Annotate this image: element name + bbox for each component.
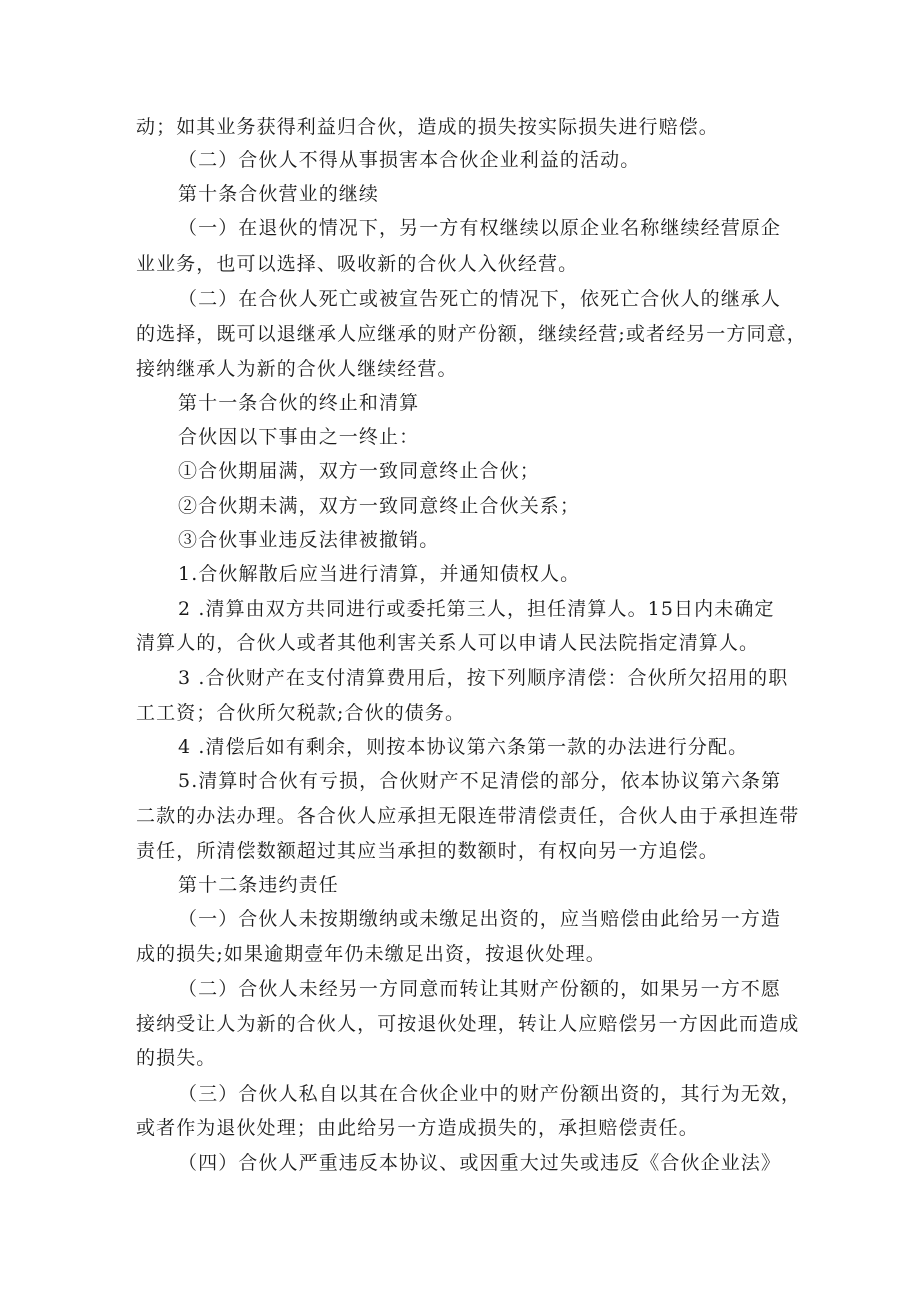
list-item: ①合伙期届满，双方一致同意终止合伙； (178, 460, 540, 482)
paragraph-line: （二）在合伙人死亡或被宣告死亡的情况下，依死亡合伙人的继承人 (178, 288, 782, 310)
paragraph-line: 或者作为退伙处理；由此给另一方造成损失的，承担赔偿责任。 (136, 1117, 699, 1139)
paragraph-line: 成的损失;如果逾期壹年仍未缴足出资，按退伙处理。 (136, 943, 606, 965)
paragraph-line: 业业务，也可以选择、吸收新的合伙人入伙经营。 (136, 253, 579, 275)
paragraph-line: 接纳受让人为新的合伙人，可按退伙处理，转让人应赔偿另一方因此而造成 (136, 1013, 800, 1035)
paragraph-line: 清算人的，合伙人或者其他利害关系人可以申请人民法院指定清算人。 (136, 632, 760, 654)
paragraph-line: 工工资；合伙所欠税款;合伙的债务。 (136, 702, 466, 724)
paragraph-line: 二款的办法办理。各合伙人应承担无限连带清偿责任，合伙人由于承担连带 (136, 805, 800, 827)
section-heading: 第十一条合伙的终止和清算 (178, 392, 420, 414)
paragraph-line: 接纳继承人为新的合伙人继续经营。 (136, 358, 458, 380)
list-item: 2 .清算由双方共同进行或委托第三人，担任清算人。15日内未确定 (178, 598, 775, 620)
list-item: ③合伙事业违反法律被撤销。 (178, 529, 440, 551)
list-item: 3 .合伙财产在支付清算费用后，按下列顺序清偿：合伙所欠招用的职 (178, 667, 789, 689)
section-heading: 第十二条违约责任 (178, 874, 339, 896)
paragraph-line: （一）在退伙的情况下，另一方有权继续以原企业名称继续经营原企 (178, 217, 782, 239)
list-item: 5.清算时合伙有亏损，合伙财产不足清偿的部分，依本协议第六条第 (178, 770, 782, 792)
paragraph-line: 合伙因以下事由之一终止： (178, 426, 420, 448)
paragraph-line: （三）合伙人私自以其在合伙企业中的财产份额出资的，其行为无效， (178, 1083, 802, 1105)
paragraph-line: 责任，所清偿数额超过其应当承担的数额时，有权向另一方追偿。 (136, 840, 719, 862)
section-heading: 第十条合伙营业的继续 (178, 183, 380, 205)
list-item: 1.合伙解散后应当进行清算，并通知债权人。 (178, 563, 581, 585)
paragraph-line: 动；如其业务获得利益归合伙，造成的损失按实际损失进行赔偿。 (136, 116, 719, 138)
paragraph-line: （二）合伙人不得从事损害本合伙企业利益的活动。 (178, 149, 641, 171)
paragraph-line: （一）合伙人未按期缴纳或未缴足出资的，应当赔偿由此给另一方造 (178, 908, 782, 930)
paragraph-line: 的选择，既可以退继承人应继承的财产份额，继续经营;或者经另一方同意， (136, 323, 807, 345)
paragraph-line: （二）合伙人未经另一方同意而转让其财产份额的，如果另一方不愿 (178, 978, 782, 1000)
list-item: 4 .清偿后如有剩余，则按本协议第六条第一款的办法进行分配。 (178, 736, 749, 758)
paragraph-line: （四）合伙人严重违反本协议、或因重大过失或违反《合伙企业法》 (178, 1152, 782, 1174)
list-item: ②合伙期未满，双方一致同意终止合伙关系； (178, 495, 581, 517)
paragraph-line: 的损失。 (136, 1047, 217, 1069)
